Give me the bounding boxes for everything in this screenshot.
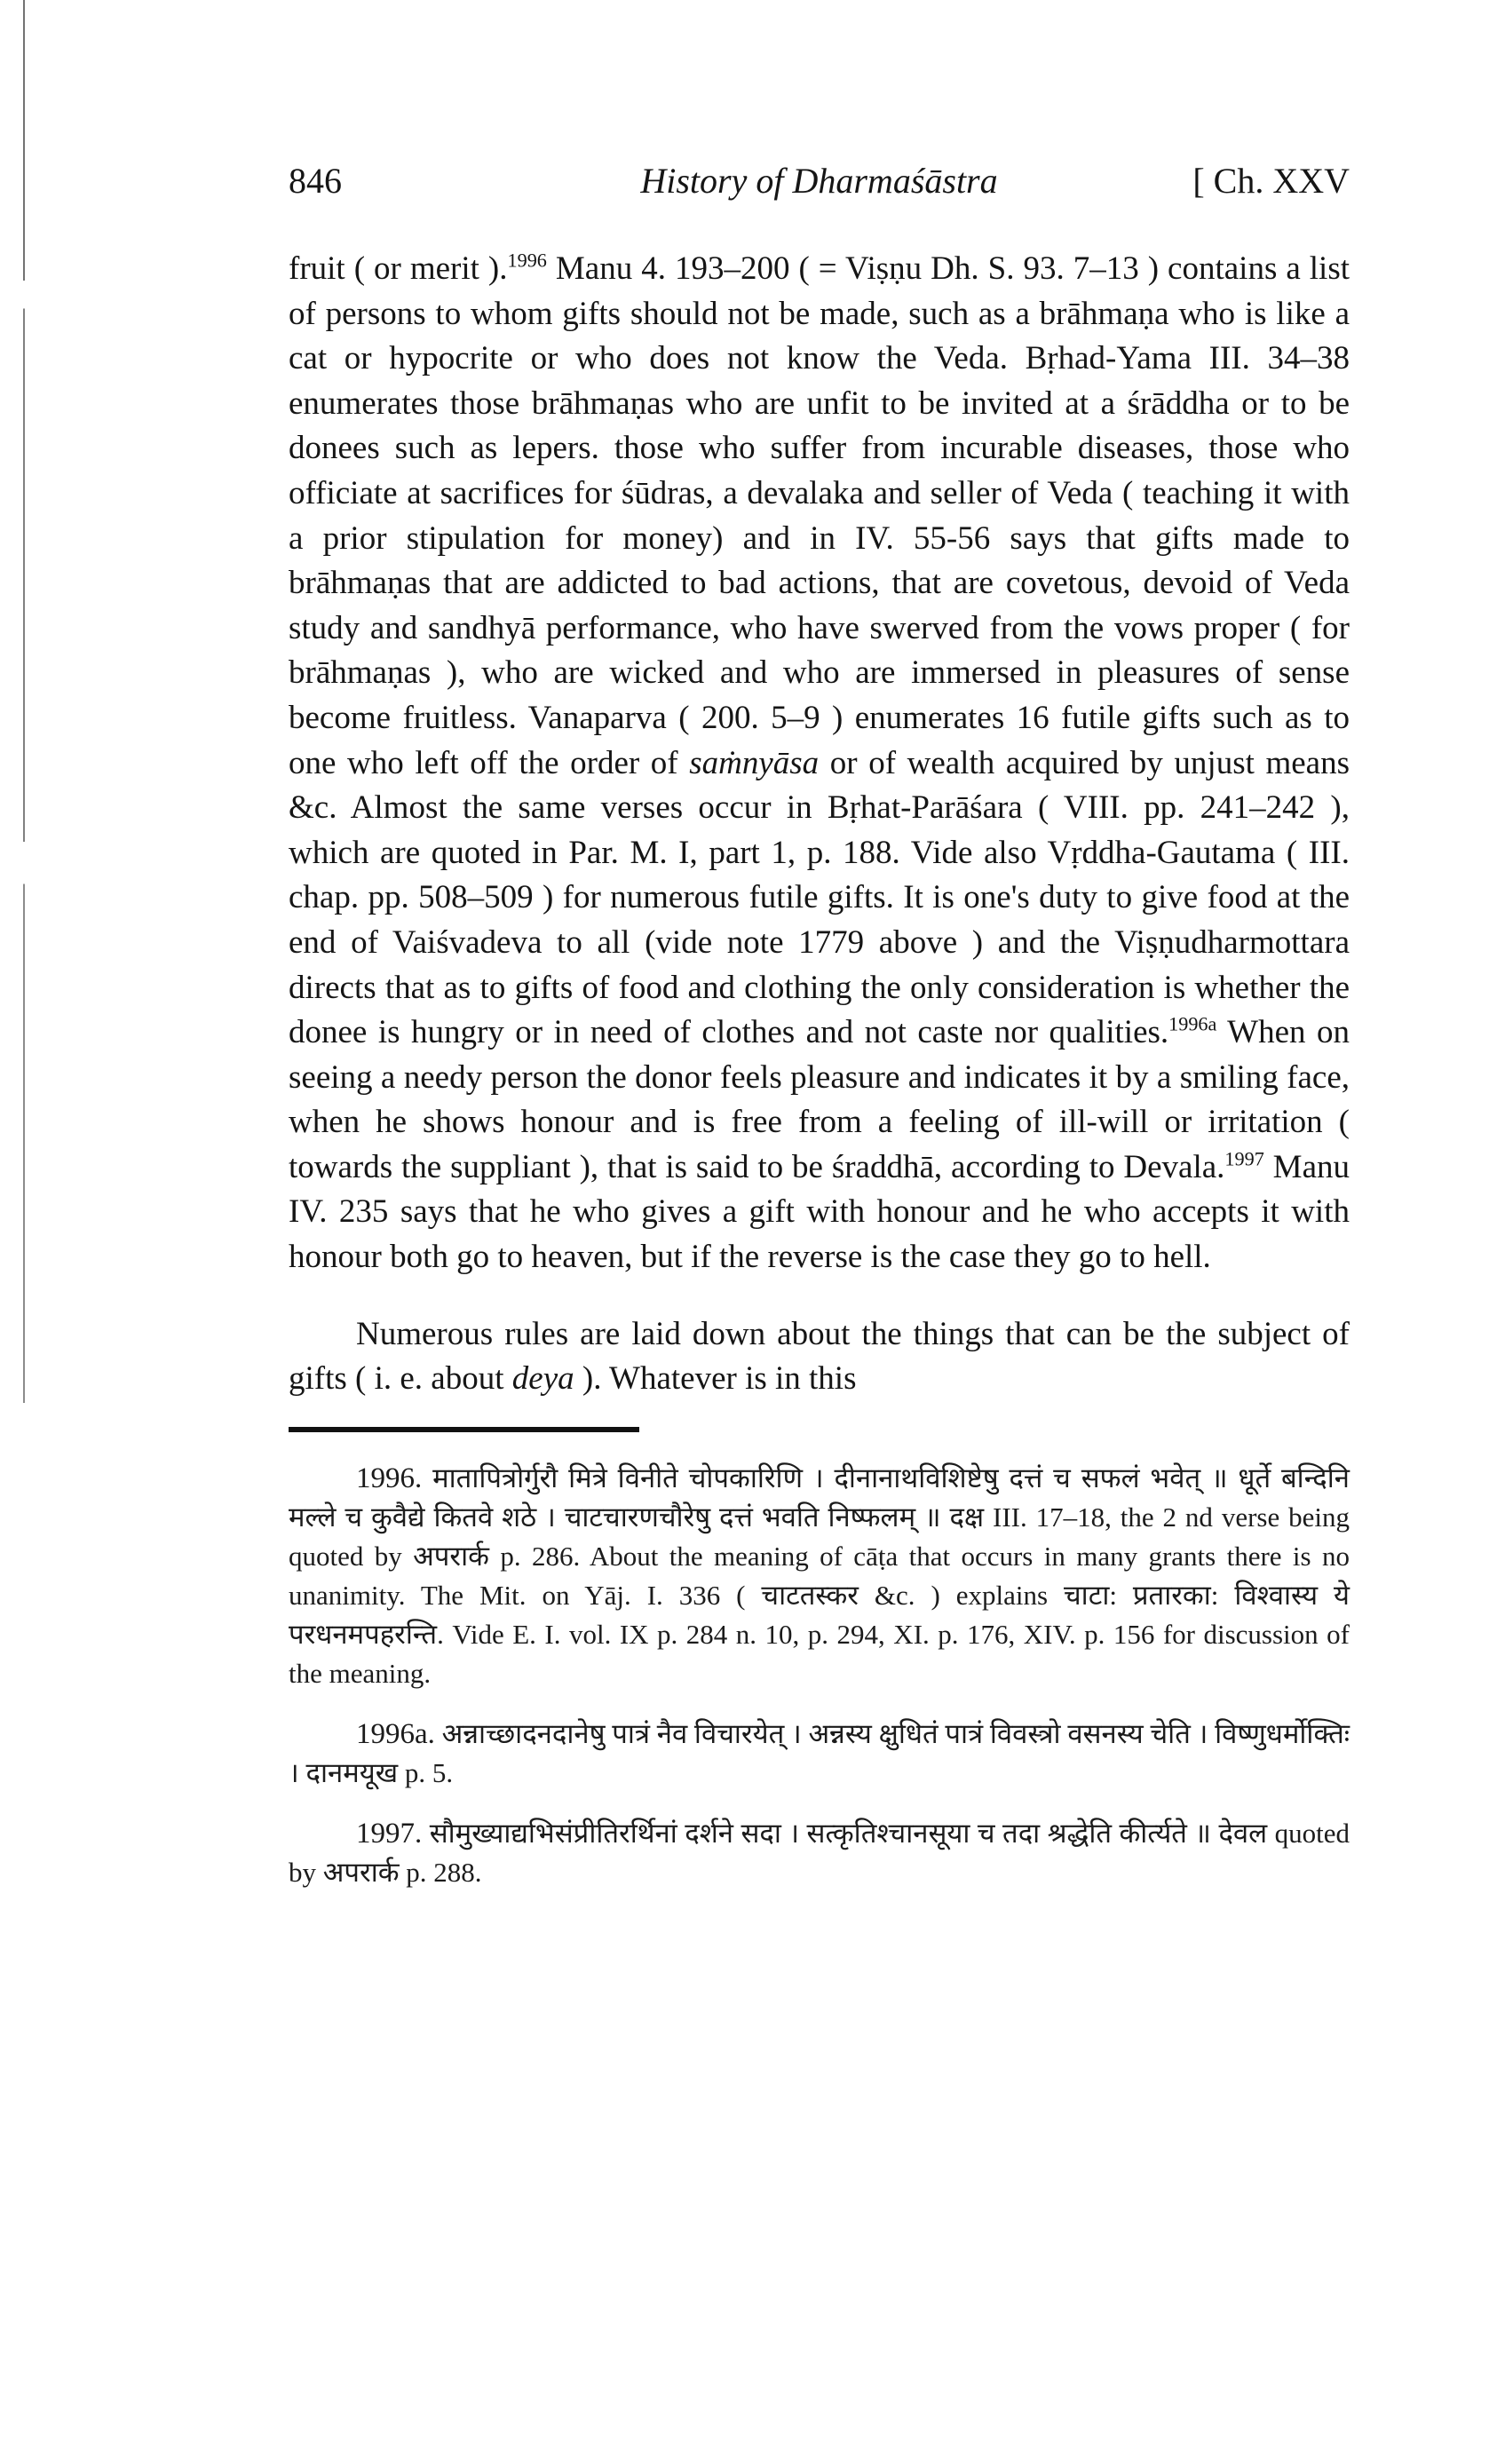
footnote-text: सौमुख्याद्यभिसंप्रीतिरर्थिनां दर्शने सदा । सत्कृतिश्चानसूया च तदा श्रद्धेति कीर्त्यते ॥ देवल quoted by अपरार्क p. 288. [289, 1817, 1350, 1888]
footnote-number: 1997. [356, 1817, 423, 1850]
running-head [289, 160, 1350, 213]
page-number: 846 [289, 161, 342, 201]
footnote-separator-rule [289, 1427, 639, 1432]
footnote-ref-1996: 1996 [507, 249, 547, 272]
footnote-number: 1996. [356, 1462, 423, 1494]
book-title: History of Dharmaśāstra [640, 161, 998, 201]
footnotes [289, 1459, 1350, 1892]
italic-term-deya: deya [511, 1360, 574, 1398]
paragraph-1-text-d: When on seeing a needy person the donor feels pleasure and indicates it by a smiling face, when he shows honour and is free from a feeling of ill-will or irritation ( towards the suppliant ), that is said to be śraddhā, according to Devala. [289, 1014, 1350, 1185]
paragraph-2-text-a: Numerous rules are laid down about the things that can be the subject of gifts ( i. e. about [289, 1315, 1350, 1398]
italic-term-samnyasa: saṁnyāsa [689, 744, 820, 781]
footnote-ref-1996a: 1996a [1168, 1012, 1217, 1035]
footnote-1997 [289, 1814, 1350, 1892]
footnote-ref-1997: 1997 [1224, 1147, 1264, 1170]
paragraph-2 [289, 1312, 1350, 1402]
paragraph-1 [289, 247, 1350, 1280]
book-page [289, 160, 1350, 1892]
paragraph-1-text-e: Manu IV. 235 says that he who gives a gift with honour and he who accepts it with honour both go to heaven, but if the reverse is the case they go to hell. [289, 1148, 1350, 1276]
body-text [289, 247, 1350, 1402]
paragraph-1-text-c: or of wealth acquired by unjust means &c. Almost the same verses occur in Bṛhat-Parāśara ( VIII. pp. 241–242 ), which are quoted in Par. M. I, part 1, p. 188. Vide also Vṛddha-Gautama ( III. chap. pp. 508–509 ) for numerous futile gifts. It is one's duty to give food at the end of Vaiśvadeva to all (vide note 1779 above ) and the Viṣṇudharmottara directs that as to gifts of food and clothing the only consideration is whether the donee is hungry or in need of clothes and not caste nor qualities. [289, 744, 1350, 1051]
footnote-1996 [289, 1459, 1350, 1693]
footnote-text: मातापित्रोर्गुरौ मित्रे विनीते चोपकारिणि । दीनानाथविशिष्टेषु दत्तं च सफलं भवेत् ॥ धूर्ते बन्दिनि मल्ले च कुवैद्ये कितवे शठे । चाटचारणचौरेषु दत्तं भवति निष्फलम् ॥ दक्ष III. 17–18, the 2 nd verse being quoted by अपरार्क p. 286. About the meaning of cāṭa that occurs in many grants there is no unanimity. The Mit. on Yāj. I. 336 ( चाटतस्कर &c. ) explains चाटा: प्रतारका: विश्वास्य ये परधनमपहरन्ति. Vide E. I. vol. IX p. 284 n. 10, p. 294, XI. p. 176, XIV. p. 156 for discussion of the meaning. [289, 1462, 1350, 1689]
paragraph-2-text-b: ). Whatever is in this [574, 1360, 857, 1398]
footnote-text: अन्नाच्छादनदानेषु पात्रं नैव विचारयेत् । अन्नस्य क्षुधितं पात्रं विवस्त्रो वसनस्य चेति । विष्णुधर्मोक्तिः । दानमयूख p. 5. [289, 1717, 1350, 1788]
paragraph-1-text-b: Manu 4. 193–200 ( = Viṣṇu Dh. S. 93. 7–13 ) contains a list of persons to whom gifts should not be made, such as a brāhmaṇa who is like a cat or hypocrite or who does not know the Veda. Bṛhad-Yama III. 34–38 enumerates those brāhmaṇas who are unfit to be invited at a śrāddha or to be donees such as lepers. those who suffer from incurable diseases, those who officiate at sacrifices for śūdras, a devalaka and seller of Veda ( teaching it with a prior stipulation for money) and in IV. 55-56 says that gifts made to brāhmaṇas that are addicted to bad actions, that are covetous, devoid of Veda study and sandhyā performance, who have swerved from the vows proper ( for brāhmaṇas ), who are wicked and who are immersed in pleasures of sense become fruitless. Vanaparva ( 200. 5–9 ) enumerates 16 futile gifts such as to one who left off the order of [289, 250, 1350, 781]
footnote-1996a [289, 1715, 1350, 1793]
chapter-label: [ Ch. XXV [1192, 161, 1350, 201]
footnote-number: 1996a. [356, 1717, 435, 1750]
scan-edge-line [23, 0, 25, 1403]
paragraph-1-text-a: fruit ( or merit ). [289, 250, 508, 287]
